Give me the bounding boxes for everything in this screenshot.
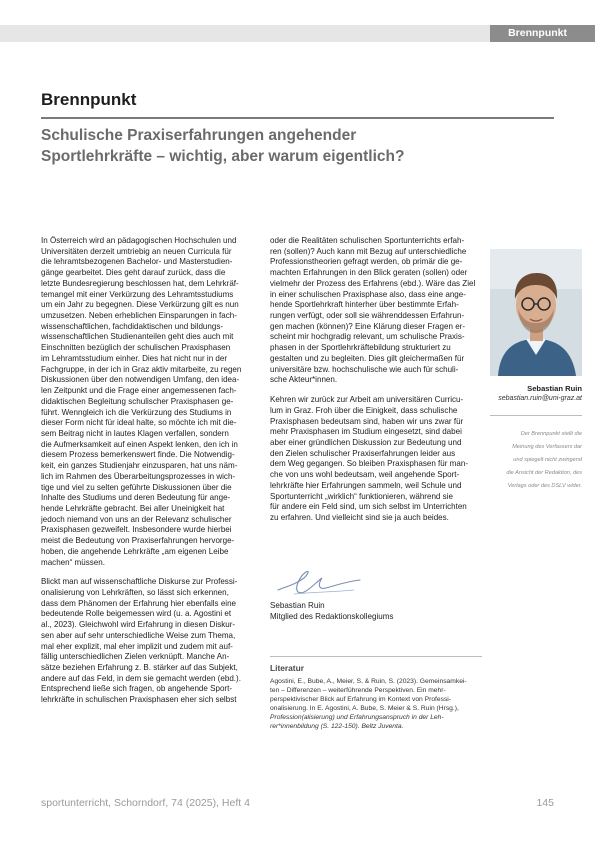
body-text-line: dass dem Phänomen der Erfahrung hier ebenfalls eine bbox=[41, 598, 237, 608]
body-text-line: che von uns wohl bedeutsam, weil angehende Sport- bbox=[270, 470, 460, 480]
author-email: sebastian.ruin@uni-graz.at bbox=[498, 395, 582, 402]
body-text-line: tige und viel zu selten geführte Diskussionen über die bbox=[41, 482, 232, 492]
literature-entry bbox=[270, 677, 482, 732]
body-text-line: Blickt man auf wissenschaftliche Diskurse zur Professi- bbox=[41, 577, 238, 587]
body-text-line: scheint mir hochgradig relevant, um schulische Praxis- bbox=[270, 332, 465, 342]
literature-line: perspektivischer Blick auf Erfahrung im Kontext von Professi- bbox=[270, 696, 452, 704]
body-text-line: Inhalte des Studiums und deren Bedeutung für ange- bbox=[41, 493, 231, 503]
editorial-disclaimer bbox=[490, 425, 582, 496]
paragraph-gap bbox=[41, 568, 252, 577]
body-text-line: In Österreich wird an pädagogischen Hochschulen und bbox=[41, 236, 237, 245]
body-text-line: Diskussionen über den notwendigen Umfang, den idea- bbox=[41, 375, 240, 385]
body-text-line: führt. Wenngleich ich die Verkürzung des Studiums in bbox=[41, 407, 232, 417]
body-text-line: temangel mit einer Verkürzung des Lehramtsstudiums bbox=[41, 289, 234, 299]
literature-line: ten – Differenzen – weiterführende Perspektiven. Ein mehr- bbox=[270, 687, 446, 695]
body-text-line: die Aufmerksamkeit auf einen Aspekt lenken, den ich in bbox=[41, 439, 238, 449]
body-text-line: keit, ein ganzes Studienjahr einzusparen, hat uns näm- bbox=[41, 461, 238, 471]
signoff-role: Mitglied des Redaktionskollegiums bbox=[270, 612, 394, 621]
headline-line: Schulische Praxiserfahrungen angehender bbox=[41, 127, 357, 144]
body-text-line: diesem Prozess bemerkenswert finde. Die Notwendig- bbox=[41, 450, 235, 460]
article-headline bbox=[41, 125, 481, 167]
disclaimer-line: Der Brennpunkt stellt die bbox=[520, 430, 582, 437]
article-column-left bbox=[41, 236, 252, 706]
headline-line: Sportlehrkräfte – wichtig, aber warum eigentlich? bbox=[41, 148, 405, 165]
body-text-line: den Zielen schulischer Praxiserfahrungen leider aus bbox=[270, 448, 456, 458]
literature-divider bbox=[270, 656, 482, 657]
section-title: Brennpunkt bbox=[41, 90, 137, 109]
body-text-line: letzte Bundesregierung beschlossen hat, dem Lehrkräf- bbox=[41, 278, 239, 288]
body-text-line: lehrkräfte hier Erfahrungen sammeln, weil Schule und bbox=[270, 480, 462, 490]
body-text-line: sche Akteur*innen. bbox=[270, 375, 338, 385]
body-text-line: Einschnitten bezüglich der schulischen Praxisphasen bbox=[41, 343, 231, 353]
body-text-line: mehr Praxisphasen im Studium eingesetzt, sind dabei bbox=[270, 427, 462, 437]
body-text-line: die lehramtsbezogenen Bachelor- und Masterstudien- bbox=[41, 257, 233, 267]
body-text-line: in einer schulischen Praxisphase also, dass eine ange- bbox=[270, 289, 466, 299]
body-text-line: Sportunterricht „wirklich“ funktionieren, während sie bbox=[270, 491, 453, 501]
body-text-line: gänge gearbeitet. Dies geht darauf zurück, dass die bbox=[41, 268, 226, 278]
body-text-line: lehrkräfte in schulischen Praxisphasen eher sich selbst bbox=[41, 695, 237, 705]
body-text-line: wissenschaftlichen Studienanteilen geht dies auch mit bbox=[41, 332, 234, 342]
body-text-line: meist die Bedeutung von Praxiserfahrungen hervorge- bbox=[41, 536, 235, 546]
body-text-line: wissenschaftlichen, fachdidaktischen und bildungs- bbox=[41, 321, 224, 331]
literature-title: Literatur bbox=[270, 663, 304, 673]
signature-image bbox=[274, 562, 364, 598]
signoff bbox=[270, 600, 393, 622]
body-text-line: dem Weg gegangen. So bleiben Praxisphasen für man- bbox=[270, 459, 469, 469]
body-text-line: für andere ein Feld sind, um sich selbst im Unterrichten bbox=[270, 502, 467, 512]
body-text-line: universitäre bzw. hochschulische wie auch für schuli- bbox=[270, 364, 459, 374]
body-text-line: Praxisphasen bedeutsam sind, haben wir uns zwar für bbox=[270, 416, 464, 426]
body-text-line: sen aber auf sehr unterschiedliche Weise zum Thema, bbox=[41, 630, 236, 640]
body-text-line: Entsprechend ließe sich fragen, ob angehende Sport- bbox=[41, 684, 233, 694]
body-text-line: hende Sportlehrkraft hinterher über bestimmte Erfah- bbox=[270, 300, 459, 310]
body-text-line: Praxisphasen gezweifelt. Insbesondere wurde hierbei bbox=[41, 525, 232, 535]
section-tab: Brennpunkt bbox=[490, 25, 595, 42]
disclaimer-line: Meinung des Verfassers dar bbox=[512, 443, 582, 450]
article-column-right bbox=[270, 236, 482, 524]
body-text-line: lum in Graz. Froh über die Einigkeit, dass schulische bbox=[270, 405, 458, 415]
body-text-line: Fachgruppe, in der ich in Graz aktiv mitarbeite, zu regen bbox=[41, 364, 242, 374]
body-text-line: onalisierung von Lehrkräften, so lässt sich erkennen, bbox=[41, 588, 229, 597]
body-text-line: Universitäten derzeit umtriebig an neuen Curricula für bbox=[41, 246, 232, 256]
body-text-line: bedeutende Rolle beigemessen wird (u. a. Agostini et bbox=[41, 609, 232, 619]
body-text-line: ren (sollen)? Auch kann mit Bezug auf unterschiedliche bbox=[270, 246, 467, 256]
body-text-line: dieser Form nicht für ideal halte, so möchte ich mit die- bbox=[41, 418, 237, 428]
body-text-line: sätze beziehen Erfahrung z. B. stärker auf das Subjekt, bbox=[41, 663, 238, 673]
body-text-line: gestalten und zu begleiten. Dies gilt gleichermaßen für bbox=[270, 353, 465, 363]
body-text-line: sem Beitrag nicht in lautes Klagen verfallen, sondern bbox=[41, 428, 229, 438]
body-text-line: umzusetzen. Neben erheblichen Einsparungen in fach- bbox=[41, 311, 237, 321]
disclaimer-line: die Ansicht der Redaktion, des bbox=[506, 469, 582, 476]
body-text-line: Professionstheorien gefragt werden, ob primär die ge- bbox=[270, 257, 463, 267]
body-text-line: hoben, die angehende Lehrkräfte „am eigenen Leibe bbox=[41, 546, 229, 556]
body-text-line: didaktischen Begleitung schulischer Praxisphasen ge- bbox=[41, 396, 234, 406]
body-text-line: lich im Rahmen des Überarbeitungsprozesses in wich- bbox=[41, 471, 236, 481]
body-text-line: im Lehramtsstudium einher. Dies hat nicht nur in der bbox=[41, 353, 228, 363]
author-photo bbox=[490, 249, 582, 376]
body-text-line: phasen in der Sportlehrkräftebildung strukturiert zu bbox=[270, 343, 451, 353]
body-text-line: al., 2023). Gleichwohl wird Erfahrung in diesen Diskur- bbox=[41, 620, 236, 630]
body-text-line: um ein Jahr zu begegnen. Diese Verkürzung gilt es nun bbox=[41, 300, 239, 310]
body-text-line: machen“ müssen. bbox=[41, 557, 105, 567]
body-text-line: andere auf das Feld, in dem sie gemacht werden (ebd.). bbox=[41, 673, 241, 683]
body-text-line: jedoch niemand von uns an der Relevanz schulischer bbox=[41, 514, 232, 524]
disclaimer-divider bbox=[490, 415, 582, 416]
body-text-line: vielmehr der Prozess des Erfahrens (ebd.). Wäre das Ziel bbox=[270, 278, 476, 288]
body-text-line: Kehren wir zurück zur Arbeit am universitären Curricu- bbox=[270, 395, 464, 405]
body-text-line: gen machen (können)? Eine Klärung dieser Fragen er- bbox=[270, 321, 466, 331]
disclaimer-line: Verlags oder des DSLV wider. bbox=[507, 482, 582, 489]
body-text-line: hende Lehrkräfte gebracht. Bei aller Uneinigkeit hat bbox=[41, 503, 225, 513]
body-text-line: len Zeitpunkt und die Frage einer angemessenen fach- bbox=[41, 386, 237, 396]
disclaimer-line: und spiegelt nicht zwingend bbox=[513, 456, 582, 463]
paragraph-gap bbox=[270, 386, 482, 395]
header-bar bbox=[0, 25, 490, 42]
body-text-line: mal eher explizit, mal eher implizit und zudem mit auf- bbox=[41, 641, 233, 651]
body-text-line: rungen verfügt, oder soll sie währenddessen Erfahrun- bbox=[270, 311, 465, 321]
literature-line: rer*innenbildung (S. 122-150). Beltz Juventa. bbox=[270, 723, 404, 731]
literature-line: Agostini, E., Bube, A., Meier, S. & Ruin, S. (2023). Gemeinsamkei- bbox=[270, 678, 467, 685]
signoff-name: Sebastian Ruin bbox=[270, 601, 325, 610]
body-text-line: oder die Realitäten schulischen Sportunterrichts erfah- bbox=[270, 236, 465, 245]
body-text-line: fällig unterschiedlichen Zielen verknüpft. Manche An- bbox=[41, 652, 230, 662]
title-divider bbox=[41, 117, 554, 119]
body-text-line: aber einer gründlichen Diskussion zur Bedeutung und bbox=[270, 437, 462, 447]
literature-line: Profession(alisierung) und Erfahrungsanspruch in der Leh- bbox=[270, 714, 444, 722]
footer-journal: sportunterricht, Schorndorf, 74 (2025), Heft 4 bbox=[41, 797, 250, 809]
body-text-line: zu erfahren. Und vielleicht sind sie ja auch beides. bbox=[270, 512, 449, 522]
literature-line: onalisierung. In E. Agostini, A. Bube, S. Meier & S. Ruin (Hrsg.), bbox=[270, 705, 459, 713]
author-name: Sebastian Ruin bbox=[527, 384, 582, 393]
body-text-line: machten Erfahrungen in den Blick geraten (sollen) oder bbox=[270, 268, 468, 278]
page-number: 145 bbox=[536, 797, 554, 809]
